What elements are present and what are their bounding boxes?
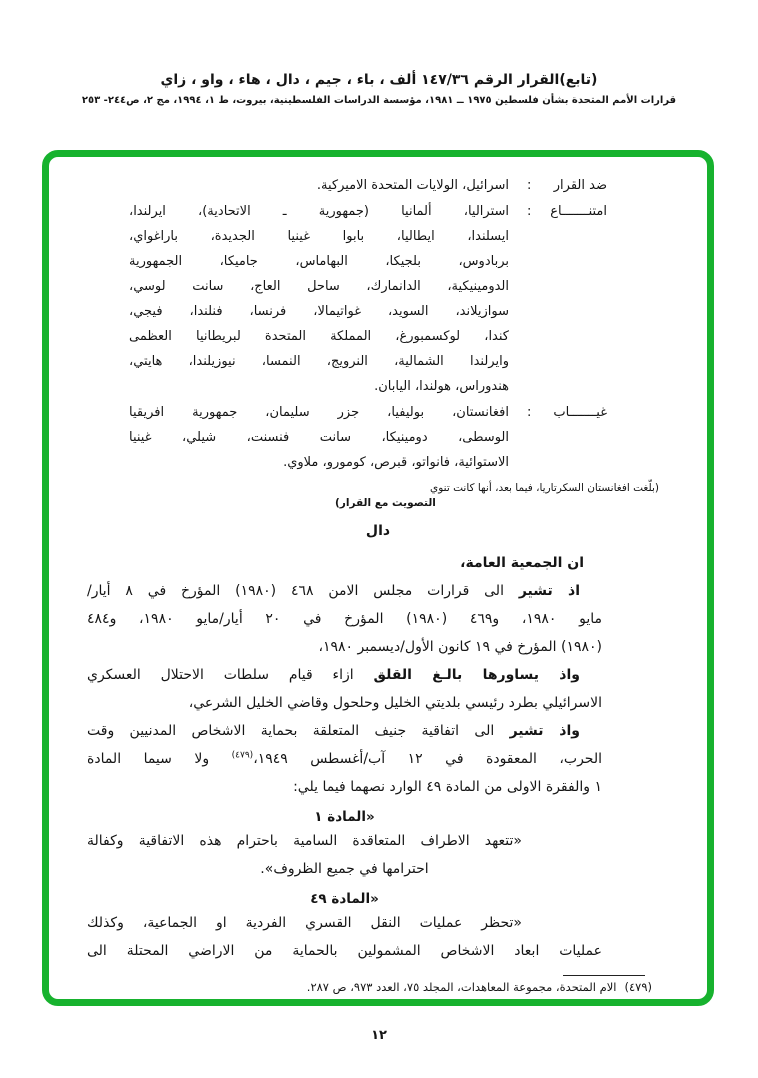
footnote [49,980,652,994]
vote-absent-line: افغانستان، بوليفيا، جزر سليمان، جمهورية افريقيا [129,405,509,420]
page-number: ١٢ [371,1028,387,1043]
preamble-intro: ان الجمعية العامة، [460,555,584,571]
vote-abstain-line: استراليا، ألمانيا (جمهورية ـ الاتحادية)، ايرلندا، [129,204,509,219]
vote-abstain-line: وايرلندا الشمالية، النرويج، النمسا، نيوزيلندا، هايتي، [129,354,509,369]
vote-abstain-line: كندا، لوكسمبورغ، المملكة المتحدة لبريطانيا العظمى [129,329,509,344]
paragraph-text: الاسرائيلي بطرد رئيسي بلديتي الخليل وحلحول وقاضي الخليل الشرعي، [188,695,602,711]
vote-abstain-label-text: امتنـــــــاع [550,204,607,219]
vote-abstain-line: سوازيلاند، السويد، غواتيمالا، فرنسا، فنلندا، فيجي، [129,304,509,319]
paragraph-text: الى اتفاقية جنيف المتعلقة بحماية الاشخاص المدنيين وقت [87,723,495,739]
vote-absent-line: الوسطى، دومينيكا، سانت فنسنت، شيلي، غينيا [129,430,509,445]
vote-absent-line: الاستوائية، فانواتو، قبرص، كومورو، ملاوي. [283,455,509,470]
article-49-quote: عمليات ابعاد الاشخاص المشمولين بالحماية من الاراضي المحتلة الى [87,943,602,959]
vote-against-row [129,173,607,198]
footnote-separator [563,975,645,976]
vote-abstain-label [527,199,607,399]
resolution-body [87,549,602,965]
article-49-quote: «تحظر عمليات النقل القسري الفردية او الجماعية، وكذلك [87,915,522,931]
article-1-quote: احترامها في جميع الظروف». [260,861,429,877]
vote-against-label-text: ضد القرار [553,178,607,193]
vote-against-line: اسرائيل، الولايات المتحدة الاميركية. [316,178,509,193]
vote-against-colon: : [527,178,532,193]
vote-absent-row [129,400,607,475]
source-citation: قرارات الأمم المتحدة بشأن فلسطين ١٩٧٥ ــ ١٩٨١، مؤسسة الدراسات الفلسطينية، بيروت، ط ١، ١٩٩٤، مج ٢، ص٢٤٤- ٢٥٣ [81,95,677,106]
document-header [0,72,758,106]
paragraph-text: مايو ١٩٨٠، و٤٦٩ (١٩٨٠) المؤرخ في ٢٠ أيار/مايو ١٩٨٠، و٤٨٤ [87,611,603,627]
vote-abstain-countries [129,199,509,399]
vote-against-label [527,173,607,198]
resolution-title: (تابع)القرار الرقم ١٤٧/٣٦ ألف ، باء ، جيم ، دال ، هاء ، واو ، زاي [160,72,598,88]
article-1-quote: «تتعهد الاطراف المتعاقدة السامية باحترام هذه الاتفاقية وكفالة [87,833,522,849]
paragraph-text: الحرب، المعقودة في ١٢ آب/أغسطس ١٩٤٩، [253,751,602,767]
article-1-heading: «المادة ١ [314,809,375,825]
paragraph-text [87,745,602,773]
paragraph-lead: واذ يساورها بالـغ القلق [373,667,580,683]
vote-abstain-colon: : [527,204,532,219]
preamble-paragraph [87,661,602,689]
vote-absent-label-text: غيـــــــاب [553,405,607,420]
vote-abstain-line: هندوراس، هولندا، اليابان. [374,379,509,394]
paragraph-text: ١ والفقرة الاولى من المادة ٤٩ الوارد نصهما فيما يلي: [293,779,602,795]
vote-against-countries [129,173,509,198]
paragraph-text: ولا سيما المادة [87,751,210,767]
article-49-heading: «المادة ٤٩ [310,891,379,907]
footnote-text: الام المتحدة، مجموعة المعاهدات، المجلد ٧٥، العدد ٩٧٣، ص ٢٨٧. [306,980,617,994]
afghanistan-vote-note [49,481,659,511]
paragraph-lead: اذ تشير [518,583,581,599]
vote-absent-colon: : [527,405,532,420]
vote-abstain-line: بربادوس، بلجيكا، البهاماس، جاميكا، الجمهورية [129,254,509,269]
preamble-paragraph [87,717,602,745]
vote-absent-countries [129,400,509,475]
vote-absent-label [527,400,607,475]
paragraph-text: ازاء قيام سلطات الاحتلال العسكري [87,667,354,683]
section-letter-heading: دال [365,523,391,539]
vote-abstain-line: ايسلندا، ايطاليا، بابوا غينيا الجديدة، باراغواي، [129,229,509,244]
vote-abstain-row [129,199,607,399]
paragraph-lead: واذ تشير [509,723,580,739]
paragraph-text: الى قرارات مجلس الامن ٤٦٨ (١٩٨٠) المؤرخ في ٨ أيار/ [87,583,504,599]
note-line: (بلّغت افغانستان السكرتاريا، فيما بعد، أنها كانت تنوي [430,482,659,494]
note-line: التصويت مع القرار) [335,497,436,509]
paragraph-text: (١٩٨٠) المؤرخ في ١٩ كانون الأول/ديسمبر ١٩٨٠، [318,639,602,655]
footnote-marker: (٤٧٩) [624,980,652,994]
content-frame [42,150,714,1006]
preamble-paragraph [87,577,602,605]
footnote-reference: (٤٧٩) [231,750,254,761]
vote-abstain-line: الدومينيكية، الدانمارك، ساحل العاج، سانت لوسي، [129,279,509,294]
voting-record [129,173,607,475]
